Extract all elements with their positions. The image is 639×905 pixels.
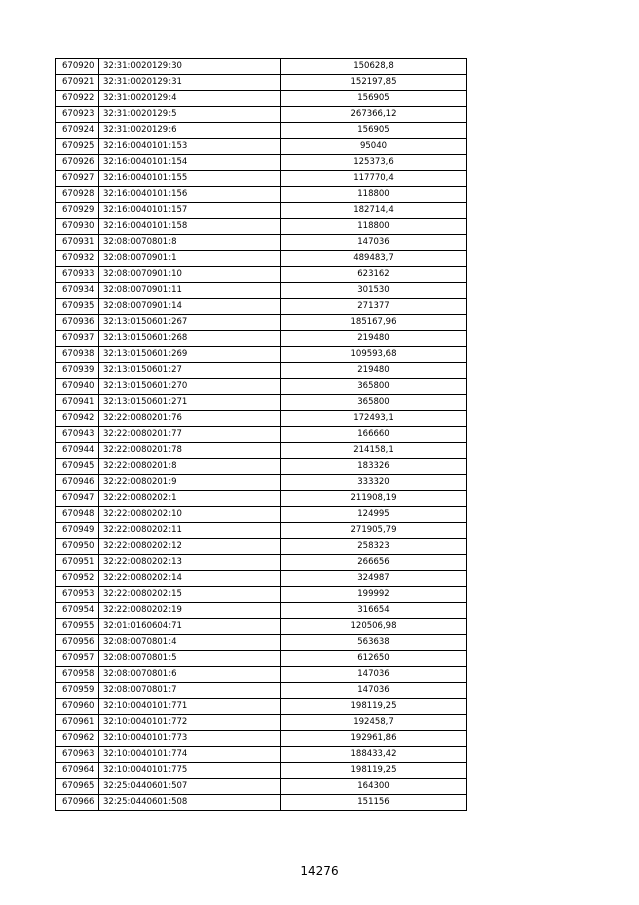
- cadastral-number-cell: 32:08:0070901:10: [99, 267, 281, 283]
- row-id-cell: 670960: [56, 699, 99, 715]
- value-cell: 172493,1: [281, 411, 467, 427]
- table-row: [56, 715, 467, 731]
- table-row: [56, 139, 467, 155]
- table-row: [56, 331, 467, 347]
- table-row: [56, 299, 467, 315]
- value-cell: 183326: [281, 459, 467, 475]
- value-cell: 156905: [281, 123, 467, 139]
- row-id-cell: 670958: [56, 667, 99, 683]
- row-id-cell: 670924: [56, 123, 99, 139]
- table-row: [56, 203, 467, 219]
- row-id-cell: 670936: [56, 315, 99, 331]
- table-row: [56, 123, 467, 139]
- row-id-cell: 670953: [56, 587, 99, 603]
- table-row: [56, 747, 467, 763]
- value-cell: 147036: [281, 235, 467, 251]
- cadastral-number-cell: 32:08:0070801:7: [99, 683, 281, 699]
- cadastral-number-cell: 32:10:0040101:772: [99, 715, 281, 731]
- row-id-cell: 670964: [56, 763, 99, 779]
- table-row: [56, 411, 467, 427]
- table-row: [56, 251, 467, 267]
- table-row: [56, 699, 467, 715]
- table-row: [56, 427, 467, 443]
- cadastral-number-cell: 32:22:0080202:12: [99, 539, 281, 555]
- table-row: [56, 603, 467, 619]
- table-row: [56, 219, 467, 235]
- table-row: [56, 187, 467, 203]
- table-row: [56, 107, 467, 123]
- row-id-cell: 670934: [56, 283, 99, 299]
- value-cell: 109593,68: [281, 347, 467, 363]
- value-cell: 152197,85: [281, 75, 467, 91]
- value-cell: 185167,96: [281, 315, 467, 331]
- value-cell: 489483,7: [281, 251, 467, 267]
- cadastral-number-cell: 32:22:0080202:1: [99, 491, 281, 507]
- value-cell: 117770,4: [281, 171, 467, 187]
- row-id-cell: 670955: [56, 619, 99, 635]
- row-id-cell: 670965: [56, 779, 99, 795]
- table-row: [56, 475, 467, 491]
- cadastral-number-cell: 32:16:0040101:158: [99, 219, 281, 235]
- row-id-cell: 670930: [56, 219, 99, 235]
- cadastral-number-cell: 32:16:0040101:157: [99, 203, 281, 219]
- cadastral-number-cell: 32:31:0020129:5: [99, 107, 281, 123]
- row-id-cell: 670945: [56, 459, 99, 475]
- cadastral-number-cell: 32:25:0440601:508: [99, 795, 281, 811]
- cadastral-number-cell: 32:22:0080201:8: [99, 459, 281, 475]
- value-cell: 166660: [281, 427, 467, 443]
- value-cell: 333320: [281, 475, 467, 491]
- row-id-cell: 670954: [56, 603, 99, 619]
- value-cell: 192961,86: [281, 731, 467, 747]
- table-row: [56, 395, 467, 411]
- cadastral-number-cell: 32:10:0040101:771: [99, 699, 281, 715]
- cadastral-number-cell: 32:10:0040101:774: [99, 747, 281, 763]
- value-cell: 623162: [281, 267, 467, 283]
- table-row: [56, 315, 467, 331]
- value-cell: 365800: [281, 395, 467, 411]
- value-cell: 164300: [281, 779, 467, 795]
- row-id-cell: 670944: [56, 443, 99, 459]
- cadastral-number-cell: 32:08:0070901:14: [99, 299, 281, 315]
- value-cell: 271905,79: [281, 523, 467, 539]
- value-cell: 192458,7: [281, 715, 467, 731]
- value-cell: 151156: [281, 795, 467, 811]
- value-cell: 199992: [281, 587, 467, 603]
- table-row: [56, 363, 467, 379]
- page-number: 14276: [300, 864, 339, 878]
- cadastral-number-cell: 32:22:0080202:10: [99, 507, 281, 523]
- row-id-cell: 670933: [56, 267, 99, 283]
- table-row: [56, 539, 467, 555]
- cadastral-number-cell: 32:22:0080201:77: [99, 427, 281, 443]
- table-row: [56, 59, 467, 75]
- row-id-cell: 670957: [56, 651, 99, 667]
- cadastral-number-cell: 32:25:0440601:507: [99, 779, 281, 795]
- value-cell: 125373,6: [281, 155, 467, 171]
- row-id-cell: 670943: [56, 427, 99, 443]
- cadastral-number-cell: 32:16:0040101:153: [99, 139, 281, 155]
- row-id-cell: 670931: [56, 235, 99, 251]
- row-id-cell: 670959: [56, 683, 99, 699]
- table-row: [56, 779, 467, 795]
- row-id-cell: 670925: [56, 139, 99, 155]
- table-row: [56, 635, 467, 651]
- cadastral-number-cell: 32:08:0070801:8: [99, 235, 281, 251]
- cadastral-number-cell: 32:22:0080201:78: [99, 443, 281, 459]
- cadastral-number-cell: 32:16:0040101:154: [99, 155, 281, 171]
- table-row: [56, 459, 467, 475]
- cadastral-number-cell: 32:10:0040101:773: [99, 731, 281, 747]
- table-row: [56, 443, 467, 459]
- value-cell: 124995: [281, 507, 467, 523]
- row-id-cell: 670926: [56, 155, 99, 171]
- table-row: [56, 267, 467, 283]
- cadastral-number-cell: 32:13:0150601:27: [99, 363, 281, 379]
- value-cell: 147036: [281, 683, 467, 699]
- cadastral-number-cell: 32:31:0020129:31: [99, 75, 281, 91]
- value-cell: 198119,25: [281, 699, 467, 715]
- table-row: [56, 283, 467, 299]
- cadastral-number-cell: 32:22:0080201:76: [99, 411, 281, 427]
- table-row: [56, 507, 467, 523]
- cadastral-number-cell: 32:10:0040101:775: [99, 763, 281, 779]
- value-cell: 563638: [281, 635, 467, 651]
- row-id-cell: 670923: [56, 107, 99, 123]
- value-cell: 266656: [281, 555, 467, 571]
- row-id-cell: 670948: [56, 507, 99, 523]
- table-row: [56, 763, 467, 779]
- value-cell: 95040: [281, 139, 467, 155]
- value-cell: 271377: [281, 299, 467, 315]
- row-id-cell: 670920: [56, 59, 99, 75]
- cadastral-number-cell: 32:01:0160604:71: [99, 619, 281, 635]
- table-row: [56, 235, 467, 251]
- cadastral-number-cell: 32:22:0080202:13: [99, 555, 281, 571]
- row-id-cell: 670956: [56, 635, 99, 651]
- value-cell: 182714,4: [281, 203, 467, 219]
- row-id-cell: 670928: [56, 187, 99, 203]
- value-cell: 198119,25: [281, 763, 467, 779]
- row-id-cell: 670938: [56, 347, 99, 363]
- row-id-cell: 670963: [56, 747, 99, 763]
- value-cell: 267366,12: [281, 107, 467, 123]
- table-row: [56, 491, 467, 507]
- row-id-cell: 670962: [56, 731, 99, 747]
- value-cell: 219480: [281, 363, 467, 379]
- value-cell: 147036: [281, 667, 467, 683]
- cadastral-number-cell: 32:13:0150601:271: [99, 395, 281, 411]
- table-row: [56, 619, 467, 635]
- row-id-cell: 670966: [56, 795, 99, 811]
- cadastral-number-cell: 32:31:0020129:6: [99, 123, 281, 139]
- value-cell: 211908,19: [281, 491, 467, 507]
- cadastral-number-cell: 32:22:0080202:19: [99, 603, 281, 619]
- table-row: [56, 91, 467, 107]
- row-id-cell: 670921: [56, 75, 99, 91]
- row-id-cell: 670949: [56, 523, 99, 539]
- row-id-cell: 670937: [56, 331, 99, 347]
- table-row: [56, 667, 467, 683]
- cadastral-number-cell: 32:22:0080202:11: [99, 523, 281, 539]
- value-cell: 118800: [281, 187, 467, 203]
- table-row: [56, 555, 467, 571]
- table-row: [56, 155, 467, 171]
- value-cell: 612650: [281, 651, 467, 667]
- value-cell: 365800: [281, 379, 467, 395]
- row-id-cell: 670927: [56, 171, 99, 187]
- cadastral-number-cell: 32:22:0080202:14: [99, 571, 281, 587]
- cadastral-number-cell: 32:31:0020129:30: [99, 59, 281, 75]
- cadastral-number-cell: 32:22:0080201:9: [99, 475, 281, 491]
- value-cell: 150628,8: [281, 59, 467, 75]
- row-id-cell: 670952: [56, 571, 99, 587]
- value-cell: 316654: [281, 603, 467, 619]
- row-id-cell: 670941: [56, 395, 99, 411]
- cadastral-number-cell: 32:08:0070801:4: [99, 635, 281, 651]
- row-id-cell: 670929: [56, 203, 99, 219]
- cadastral-number-cell: 32:13:0150601:268: [99, 331, 281, 347]
- cadastral-number-cell: 32:16:0040101:156: [99, 187, 281, 203]
- table-row: [56, 587, 467, 603]
- row-id-cell: 670951: [56, 555, 99, 571]
- cadastral-number-cell: 32:08:0070901:1: [99, 251, 281, 267]
- table-row: [56, 379, 467, 395]
- cadastral-number-cell: 32:22:0080202:15: [99, 587, 281, 603]
- table-row: [56, 171, 467, 187]
- cadastral-number-cell: 32:16:0040101:155: [99, 171, 281, 187]
- table-row: [56, 75, 467, 91]
- cadastral-number-cell: 32:13:0150601:267: [99, 315, 281, 331]
- value-cell: 214158,1: [281, 443, 467, 459]
- cadastral-number-cell: 32:13:0150601:270: [99, 379, 281, 395]
- cadastral-number-cell: 32:31:0020129:4: [99, 91, 281, 107]
- row-id-cell: 670950: [56, 539, 99, 555]
- table-body: [56, 59, 467, 811]
- row-id-cell: 670940: [56, 379, 99, 395]
- value-cell: 120506,98: [281, 619, 467, 635]
- cadastral-number-cell: 32:13:0150601:269: [99, 347, 281, 363]
- value-cell: 301530: [281, 283, 467, 299]
- table-row: [56, 347, 467, 363]
- value-cell: 156905: [281, 91, 467, 107]
- value-cell: 219480: [281, 331, 467, 347]
- table-row: [56, 571, 467, 587]
- cadastral-number-cell: 32:08:0070801:5: [99, 651, 281, 667]
- value-cell: 188433,42: [281, 747, 467, 763]
- table-row: [56, 683, 467, 699]
- table-row: [56, 523, 467, 539]
- row-id-cell: 670935: [56, 299, 99, 315]
- row-id-cell: 670947: [56, 491, 99, 507]
- row-id-cell: 670946: [56, 475, 99, 491]
- cadastral-number-cell: 32:08:0070801:6: [99, 667, 281, 683]
- row-id-cell: 670932: [56, 251, 99, 267]
- cadastral-number-cell: 32:08:0070901:11: [99, 283, 281, 299]
- table-row: [56, 795, 467, 811]
- row-id-cell: 670942: [56, 411, 99, 427]
- table-row: [56, 651, 467, 667]
- data-table: [55, 58, 467, 811]
- row-id-cell: 670939: [56, 363, 99, 379]
- row-id-cell: 670961: [56, 715, 99, 731]
- row-id-cell: 670922: [56, 91, 99, 107]
- table-row: [56, 731, 467, 747]
- value-cell: 258323: [281, 539, 467, 555]
- value-cell: 118800: [281, 219, 467, 235]
- value-cell: 324987: [281, 571, 467, 587]
